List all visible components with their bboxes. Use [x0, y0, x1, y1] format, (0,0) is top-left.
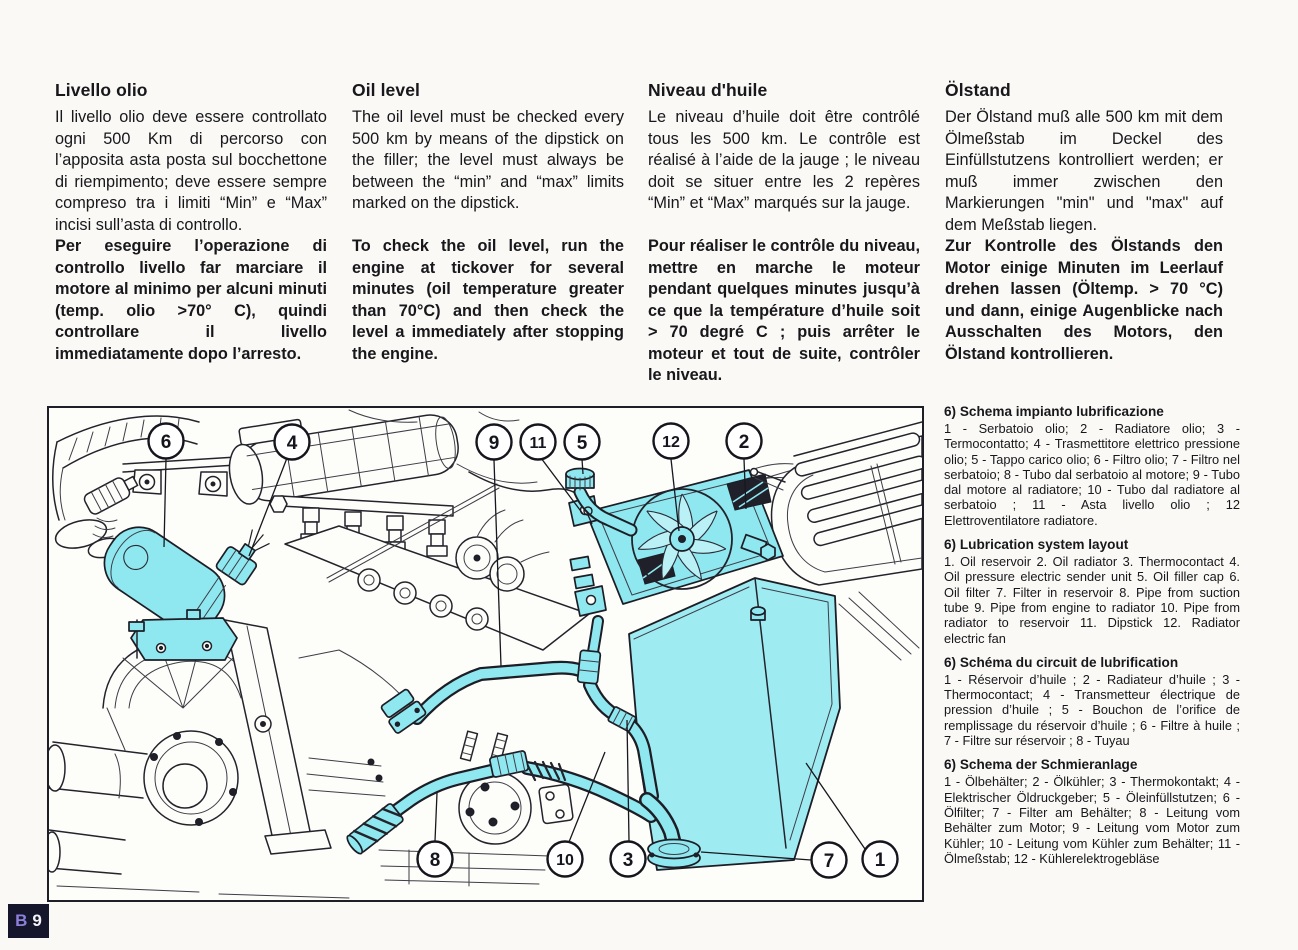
svg-text:8: 8: [429, 850, 441, 871]
column-paragraph-bold: Pour réaliser le contrôle du niveau, mettre en marche le moteur pendant quelques minutes jusqu’à ce que la température d’huile soit > 70 degré C ; puis arrêter le moteur et tout de suite, contrôler le niveau.: [648, 237, 920, 384]
column-heading: Livello olio: [55, 80, 148, 100]
legend-heading: 6) Schema der Schmieranlage: [944, 757, 1138, 773]
legend-block-german: [944, 757, 1240, 866]
callout-12: [654, 424, 689, 459]
callout-1: [863, 842, 898, 877]
oil-pump: [459, 731, 573, 844]
callout-3: [611, 842, 646, 877]
legend-body: 1 - Ölbehälter; 2 - Ölkühler; 3 - Thermokontakt; 4 - Elektrischer Öldruckgeber; 5 - Öleinfüllstutzen; 6 - Ölfilter; 7 - Filter am Behälter; 8 - Leitung vom Behälter zum Motor; 9 - Leitung vom Motor zum Kühler; 10 - Leitung vom Kühler zum Behälter; 11 - Ölmeßstab; 12 - Kühlerelektrogebläse: [944, 774, 1240, 866]
legend-block-english: [944, 537, 1240, 646]
legend-block-french: [944, 655, 1240, 748]
callout-2: [727, 424, 762, 459]
legend-body: 1 - Serbatoio olio; 2 - Radiatore olio; 3 - Termocontatto; 4 - Trasmettitore elettrico pressione olio; 5 - Tappo carico olio; 6 - Filtro olio; 7 - Filtro nel serbatoio; 8 - Tubo dal serbatoio al motore; 9 - Tubo dal motore al radiatore; 10 - Tubo dal radiatore al serbatoio ; 11 - Asta livello olio ; 12 Elettroventilatore radiatore.: [944, 421, 1240, 528]
legend-heading: 6) Lubrication system layout: [944, 537, 1129, 553]
svg-text:2: 2: [738, 432, 750, 453]
svg-text:3: 3: [622, 850, 634, 871]
svg-text:1: 1: [874, 850, 886, 871]
callout-4: [275, 425, 310, 460]
column-heading: Ölstand: [945, 80, 1011, 100]
svg-text:7: 7: [823, 851, 835, 872]
column-paragraph: Le niveau d’huile doit être contrôlé tous les 500 km. Le contrôle est réalisé à l’aide de la jauge ; le niveau doit se situer entre les 2 repères “Min” et “Max” marqués sur la jauge.: [648, 108, 920, 212]
oil-pressure-sender: [215, 522, 273, 586]
tank-top-plug: [751, 607, 765, 620]
column-paragraph: The oil level must be checked every 500 km by means of the dipstick on the filler; the level must always be between the “min” and “max” limits marked on the dipstick.: [352, 108, 624, 212]
callout-8: [418, 842, 453, 877]
column-heading: Niveau d'huile: [648, 80, 768, 100]
callout-7: [812, 843, 847, 878]
page-number: 9: [32, 911, 42, 930]
text-column-german: [945, 80, 1223, 410]
column-paragraph-bold: Per eseguire l’operazione di controllo livello far marciare il motore al minimo per alcuni minuti (temp. olio >70° C), quindi controllare il livello immediatamente dopo l’arresto.: [55, 237, 327, 363]
engine-elbow-flange: [379, 687, 427, 734]
engine-illustration: [49, 408, 922, 900]
text-column-italian: [55, 80, 327, 410]
exhaust-cylinders: [49, 742, 147, 874]
text-column-french: [648, 80, 920, 410]
legend-heading: 6) Schéma du circuit de lubrification: [944, 654, 1179, 670]
heat-shield-lines: [839, 592, 919, 660]
legend-body: 1. Oil reservoir 2. Oil radiator 3. Thermocontact 4. Oil pressure electric sender unit 5. Oil filler cap 6. Oil filter 7. Filter in reservoir 8. Pipe from suction tube 9. Pipe from engine to radiator 10. Pipe from radiator to reservoir 11. Dipstick 12. Radiator electric fan: [944, 554, 1240, 646]
column-heading: Oil level: [352, 80, 421, 100]
legend-body: 1 - Réservoir d’huile ; 2 - Radiateur d’huile ; 3 - Thermocontact; 4 - Transmetteur électrique de pression d’huile ; 5 - Bouchon de l’orifice de remplissage du réservoir d’huile ; 6 - Filtre à huile ; 7 - Filtre sur réservoir ; 8 - Tuyau: [944, 671, 1240, 749]
damper-and-spring: [82, 471, 140, 516]
column-paragraph-bold: Zur Kontrolle des Ölstands den Motor einige Minuten im Leerlauf drehen lassen (Öltemp. > 70 °C) und dann, einige Augenblicke nach Ausschalten des Motors, den Ölstand kontrollieren.: [945, 237, 1223, 363]
intake-plenum: [223, 408, 462, 506]
text-column-english: [352, 80, 624, 410]
sump-ribs: [57, 850, 549, 898]
callout-6: [149, 424, 184, 459]
column-paragraph-bold: To check the oil level, run the engine at tickover for several minutes (oil temperature greater than 70°C) and then check the level a immediately after stopping the engine.: [352, 237, 624, 363]
callout-10: [548, 842, 583, 877]
tee-sleeve: [577, 650, 600, 684]
callout-11: [521, 425, 556, 460]
lubrication-system-diagram: [47, 406, 924, 902]
page-number-badge: [8, 904, 49, 938]
filler-cap: [566, 469, 594, 491]
svg-text:11: 11: [529, 435, 547, 452]
legend-block-italian: [944, 404, 1240, 528]
air-intake-grille: [759, 422, 922, 585]
column-paragraph: Il livello olio deve essere controllato ogni 500 Km di percorso con l’apposita asta posta sul bocchettone di riempimento; deve essere sempre compreso tra i limiti “Min” e “Max” incisi sull’asta di controllo.: [55, 108, 327, 234]
svg-text:6: 6: [160, 432, 172, 453]
svg-text:5: 5: [576, 433, 588, 454]
callout-9: [477, 425, 512, 460]
diagram-legend: [944, 404, 1240, 875]
svg-text:4: 4: [286, 433, 298, 454]
oil-pan-rails: [307, 758, 385, 796]
striped-hose-fitting: [345, 803, 404, 856]
section-letter: B: [15, 911, 28, 930]
clutch-flange: [144, 731, 238, 826]
column-paragraph: Der Ölstand muß alle 500 km mit dem Ölmeßstab im Deckel des Einfüllstutzens kontrolliert werden; er muß immer zwischen den Markierungen "min" und "max" auf dem Meßstab liegen.: [945, 108, 1223, 234]
svg-text:9: 9: [488, 433, 500, 454]
svg-text:10: 10: [556, 852, 574, 869]
legend-heading: 6) Schema impianto lubrificazione: [944, 404, 1164, 419]
svg-text:12: 12: [662, 434, 680, 451]
callout-5: [565, 425, 600, 460]
